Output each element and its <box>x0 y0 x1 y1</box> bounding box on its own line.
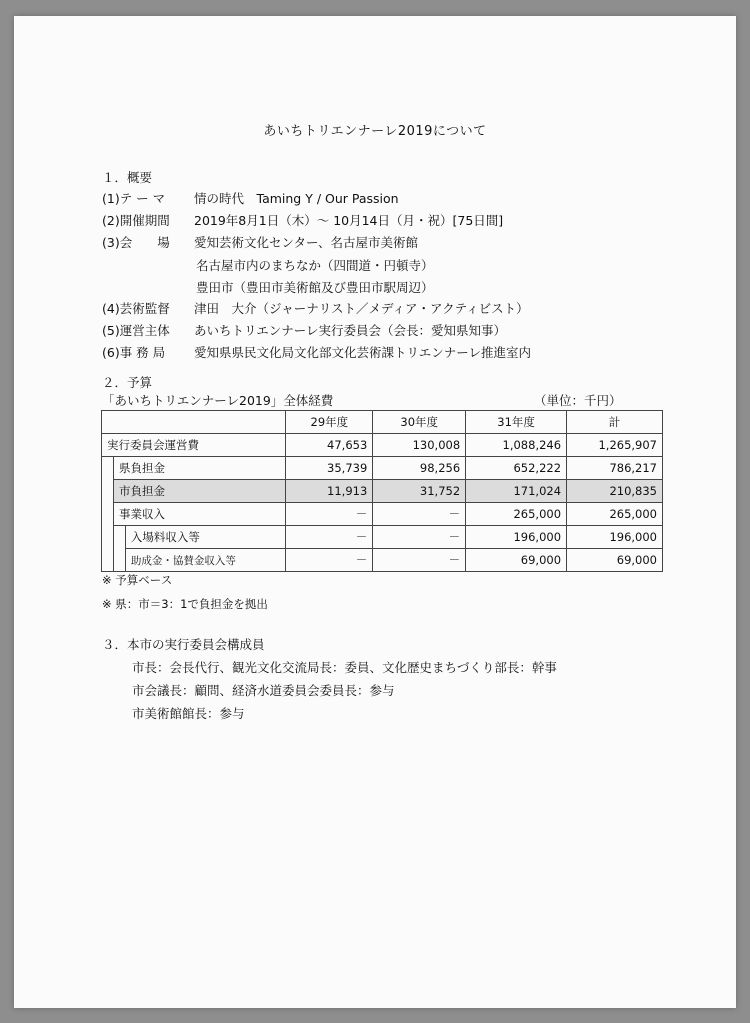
cell-value: 98,256 <box>373 457 466 480</box>
overview-organizer-label: (5)運営主体 <box>102 323 170 338</box>
indent-cell <box>102 526 114 549</box>
row-label-admission: 入場料収入等 <box>125 526 286 549</box>
row-label-revenue: 事業収入 <box>113 503 285 526</box>
table-header-blank <box>102 411 286 434</box>
overview-secretariat-value: 愛知県県民文化局文化部文化芸術課トリエンナーレ推進室内 <box>194 345 532 360</box>
table-header-fy31: 31年度 <box>466 411 567 434</box>
table-row <box>102 457 663 480</box>
cell-value: 652,222 <box>466 457 567 480</box>
cell-value: － <box>286 526 373 549</box>
row-label-operating: 実行委員会運営費 <box>102 434 286 457</box>
row-label-prefecture: 県負担金 <box>113 457 285 480</box>
cell-value: 171,024 <box>466 480 567 503</box>
cell-value: 196,000 <box>466 526 567 549</box>
overview-period-row <box>102 212 503 230</box>
overview-venue-row <box>102 234 418 252</box>
cell-value: － <box>373 526 466 549</box>
overview-secretariat-row <box>102 344 531 362</box>
cell-value: 786,217 <box>567 457 663 480</box>
budget-table <box>101 410 663 572</box>
indent-cell <box>102 480 114 503</box>
cell-value: 265,000 <box>567 503 663 526</box>
overview-organizer-row <box>102 322 506 340</box>
table-row-highlighted <box>102 480 663 503</box>
indent-cell <box>113 549 125 572</box>
indent-cell <box>102 503 114 526</box>
overview-venue-line-3: 豊田市（豊田市美術館及び豊田市駅周辺） <box>196 280 434 295</box>
cell-value: 11,913 <box>286 480 373 503</box>
cell-value: 1,265,907 <box>567 434 663 457</box>
cell-value: 35,739 <box>286 457 373 480</box>
cell-value: 210,835 <box>567 480 663 503</box>
table-header-total: 計 <box>567 411 663 434</box>
table-header-fy30: 30年度 <box>373 411 466 434</box>
document-page <box>14 16 736 1008</box>
overview-theme-value: 情の時代 Taming Y / Our Passion <box>194 191 399 206</box>
overview-director-label: (4)芸術監督 <box>102 301 170 316</box>
cell-value: 265,000 <box>466 503 567 526</box>
table-row <box>102 434 663 457</box>
cell-value: 47,653 <box>286 434 373 457</box>
table-row <box>102 503 663 526</box>
cell-value: 130,008 <box>373 434 466 457</box>
overview-secretariat-label: (6)事 務 局 <box>102 345 166 360</box>
row-label-grants: 助成金・協賛金収入等 <box>125 549 286 572</box>
member-line-3: 市美術館館長：参与 <box>132 706 245 721</box>
overview-period-label: (2)開催期間 <box>102 213 170 228</box>
table-header-fy29: 29年度 <box>286 411 373 434</box>
cell-value: － <box>373 503 466 526</box>
table-row <box>102 549 663 572</box>
overview-venue-label: (3)会 場 <box>102 235 170 250</box>
cell-value: 196,000 <box>567 526 663 549</box>
cell-value: － <box>373 549 466 572</box>
overview-theme-label: (1)テ ー マ <box>102 191 166 206</box>
budget-table-caption: 「あいちトリエンナーレ2019」全体経費 <box>102 393 334 408</box>
row-label-city: 市負担金 <box>113 480 285 503</box>
overview-director-value: 津田 大介（ジャーナリスト／メディア・アクティビスト） <box>194 301 529 316</box>
overview-period-value: 2019年8月1日（木）～ 10月14日（月・祝）[75日間] <box>194 213 504 228</box>
overview-theme-row <box>102 190 399 208</box>
section-members-heading: ３．本市の実行委員会構成員 <box>102 637 265 652</box>
cell-value: － <box>286 549 373 572</box>
overview-venue-line-2: 名古屋市内のまちなか（四間道・円頓寺） <box>196 258 434 273</box>
indent-cell <box>102 549 114 572</box>
overview-director-row <box>102 300 529 318</box>
budget-table-unit: （単位：千円） <box>534 393 622 408</box>
cell-value: 69,000 <box>567 549 663 572</box>
budget-note-1: ※ 予算ベース <box>102 573 173 587</box>
indent-cell <box>113 526 125 549</box>
document-title: あいちトリエンナーレ2019について <box>263 124 487 139</box>
table-row <box>102 526 663 549</box>
table-header-row <box>102 411 663 434</box>
budget-note-2: ※ 県：市＝3：1で負担金を拠出 <box>102 597 268 611</box>
cell-value: 1,088,246 <box>466 434 567 457</box>
member-line-1: 市長：会長代行、観光文化交流局長：委員、文化歴史まちづくり部長：幹事 <box>132 660 557 675</box>
cell-value: 69,000 <box>466 549 567 572</box>
overview-venue-value: 愛知芸術文化センター、名古屋市美術館 <box>194 235 419 250</box>
overview-organizer-value: あいちトリエンナーレ実行委員会（会長：愛知県知事） <box>194 323 507 338</box>
indent-cell <box>102 457 114 480</box>
section-budget-heading: ２．予算 <box>102 375 153 390</box>
section-overview-heading: １．概要 <box>102 170 153 185</box>
member-line-2: 市会議長：顧問、経済水道委員会委員長：参与 <box>132 683 395 698</box>
cell-value: 31,752 <box>373 480 466 503</box>
cell-value: － <box>286 503 373 526</box>
